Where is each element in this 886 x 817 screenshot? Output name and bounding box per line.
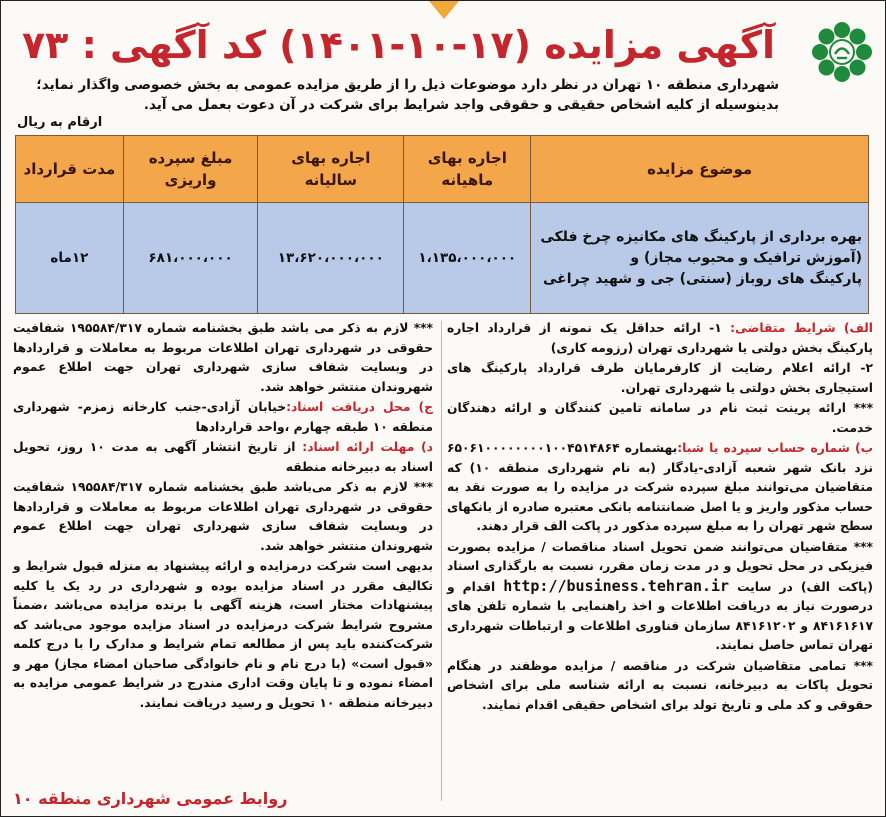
section-upload	[447, 538, 873, 656]
section-a-item-2: ۲- ارائه اعلام رضایت از کارفرمایان طرف قرارداد پارکینگ های استیجاری بخش دولتی یا شهرداری تهران.	[447, 361, 873, 395]
section-b-title: ب) شماره حساب سپرده یا شبا:	[677, 441, 873, 455]
conditions-column-right	[447, 319, 873, 716]
business-site-link[interactable]: http://business.tehran.ir	[503, 576, 730, 595]
section-d	[13, 438, 433, 477]
general-terms: بدیهی است شرکت درمزایده و ارائه پیشنهاد به منزله قبول شرایط و تکالیف مقرر در اسناد مزایده بوده و شهرداری در رد یک یا کلیه پیشنهادات مختار است، هزینه آگهی با برنده مزایده می‌باشد ،ضمناً مشروح شرایط شرکت درمزایده در اسناد مزایده موجود می‌باشد که شرکت‌کننده باید پس از مطالعه تمام شرایط و مدارک را با درج کلمه «قبول است» (با درج نام و نام خانوادگی صاحبان امضاء مجاز) مهر و امضاء نموده و تا پایان وقت اداری مندرج در شرایط عمومی مزایده به دبیرخانه منطقه ۱۰ تحویل و رسید دریافت نمایند.	[13, 559, 433, 710]
transparency-note-1: *** لازم به ذکر می باشد طبق بخشنامه شماره ۱۹۵۵۸۴/۳۱۷ شفافیت حقوقی در شهرداری تهران اطلاعات مربوط به معاملات و قراردادها در وبسایت شفاف سازی شهرداری تهران جهت اطلاع عموم شهروندان منتشر خواهد شد.	[13, 321, 433, 394]
header-deposit: مبلغ سپرده واریزی	[123, 136, 258, 203]
section-b-text: بهشماره ۶۵۰۶۱۰۰۰۰۰۰۰۰۱۰۰۴۵۱۴۸۶۴ نزد بانک شهر شعبه آزادی-یادگار (به نام شهرداری منطقه ۱۰) که متقاضیان می‌توانند مبلغ سپرده شرکت در مزایده را به صورت نقد به حساب مذکور واریز و یا اصل ضمانتنامه بانکی معتبره صادره از بانکهای سطح شهر تهران را به مبلغ سپرده مذکور در پاکت الف قرار دهند.	[447, 441, 873, 533]
section-d-text: از تاریخ انتشار آگهی به مدت ۱۰ روز، تحویل اسناد به دبیرخانه منطقه	[13, 440, 433, 474]
subject-line-3: پارکینگ های روباز (سنتی) جی و شهید چراغی	[543, 270, 862, 287]
header-yearly: اجاره بهای سالیانه	[258, 136, 404, 203]
header-subject: موضوع مزایده	[531, 136, 869, 203]
cell-yearly: ۱۳،۶۲۰،۰۰۰،۰۰۰	[258, 203, 404, 314]
section-a-item-3: *** ارائه پرینت ثبت نام در سامانه تامین کنندگان و ارائه دهندگان خدمت.	[447, 401, 873, 435]
intro-line-1: شهرداری منطقه ۱۰ تهران در نظر دارد موضوعات ذیل را از طریق مزایده عمومی به بخش خصوصی واگذار نماید؛	[36, 77, 779, 93]
cell-subject	[531, 203, 869, 314]
section-d-title: د) مهلت ارائه اسناد:	[302, 440, 433, 454]
notice-title: آگهی مزایده (۱۷-۱۰-۱۴۰۱) کد آگهی : ۷۳	[21, 23, 775, 67]
intro-line-2: بدینوسیله از کلیه اشخاص حقیقی و حقوقی واجد شرایط برای شرکت در آن دعوت بعمل می آید.	[143, 97, 779, 113]
section-a-item-1: ۱- ارائه حداقل یک نمونه از قرارداد اجاره پارکینگ بخش دولتی یا شهرداری تهران (رزومه کاری)	[447, 321, 873, 355]
section-a-title: الف) شرایط متقاضی:	[730, 321, 873, 335]
conditions-column-left	[13, 319, 433, 714]
upload-text-after: اقدام و درصورت نیاز به دریافت اطلاعات و اخذ راهنمایی با شماره تلفن های ۸۴۱۶۱۶۱۷ و ۸۴۱۶۱۲۰۲ سازمان فناوری اطلاعات و ارتباطات شهرداری تهران تماس حاصل نمایند.	[447, 579, 873, 652]
table-header-row	[16, 136, 869, 203]
auction-table	[15, 135, 869, 314]
subject-line-2: (آموزش ترافیک و محبوب مجاز) و	[630, 249, 862, 266]
cell-monthly: ۱،۱۳۵،۰۰۰،۰۰۰	[404, 203, 531, 314]
subject-line-1: بهره برداری از پارکینگ های مکانیزه چرخ فلکی	[540, 228, 862, 245]
column-divider	[441, 321, 442, 801]
section-c	[13, 398, 433, 437]
table-row	[16, 203, 869, 314]
footer-signature: روابط عمومی شهرداری منطقه ۱۰	[13, 789, 288, 808]
transparency-note-2: *** لازم به ذکر می‌باشد طبق بخشنامه شماره ۱۹۵۵۸۴/۳۱۷ شفافیت حقوقی در شهرداری تهران اطلاعات مربوط به معاملات و قراردادها در وبسایت شفاف سازی شهرداری تهران جهت اطلاع عموم شهروندان منتشر خواهد شد.	[13, 480, 434, 553]
top-notch-decoration	[429, 1, 459, 19]
header-monthly: اجاره بهای ماهیانه	[404, 136, 531, 203]
header-duration: مدت قرارداد	[16, 136, 124, 203]
section-a	[447, 319, 873, 358]
section-delivery-note: *** تمامی متقاضیان شرکت در مناقصه / مزایده موظفند در هنگام تحویل پاکات به دبیرخانه، نسبت به ارائه شناسه ملی برای اشخاص حقوقی و کد ملی و تاریخ تولد برای اشخاص حقیقی اقدام نمایند.	[447, 658, 873, 712]
section-c-title: ج) محل دریافت اسناد:	[286, 400, 433, 414]
section-b	[447, 439, 873, 537]
cell-deposit: ۶۸۱،۰۰۰،۰۰۰	[123, 203, 258, 314]
tehran-municipality-logo-icon	[811, 21, 873, 83]
section-c-text: خیابان آزادی-جنب کارخانه زمزم- شهرداری منطقه ۱۰ طبقه چهارم ،واحد قراردادها	[13, 400, 433, 434]
cell-duration: ۱۲ماه	[16, 203, 124, 314]
currency-note: ارقام به ریال	[17, 115, 103, 130]
upload-text-before: *** متقاضیان می‌توانند ضمن تحویل اسناد مناقصات / مزایده بصورت فیزیکی در محل تحویل و در مدت زمان مقرر، نسبت به بارگذاری اسناد (پاکت الف) در سایت	[447, 539, 874, 594]
